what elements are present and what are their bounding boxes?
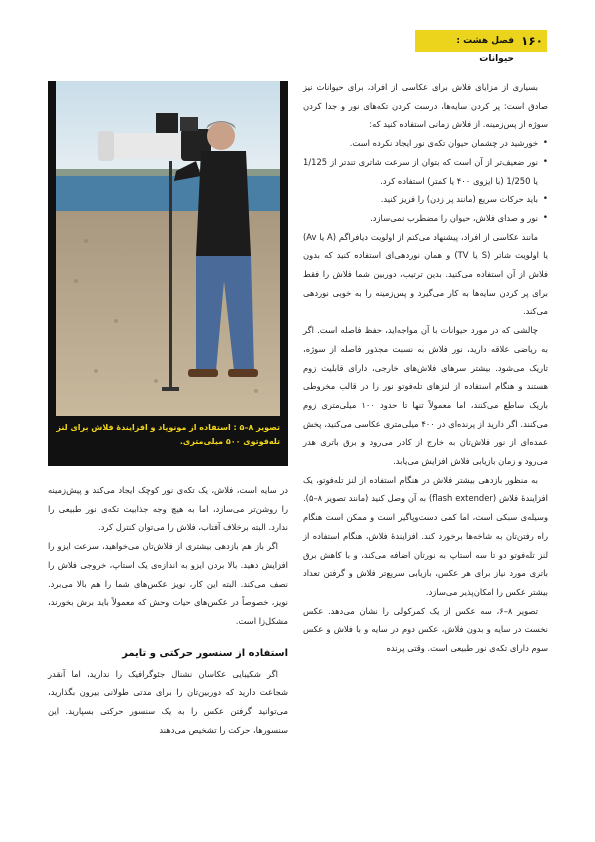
bullet-dot-icon: • <box>542 156 548 167</box>
bullet-item <box>303 209 548 228</box>
bullet-item <box>303 134 548 153</box>
bullet-text: نور ضعیف‌تر از آن است که بتوان از سرعت شاتری تندتر از 1/125 یا 1/250 (با ایزوی ۴۰۰ یا کمتر) استفاده کرد. <box>303 156 538 186</box>
photographer-illustration <box>56 81 280 416</box>
bullet-text: خورشید در چشمان حیوان تکه‌ی نور ایجاد نکرده است. <box>349 138 538 149</box>
bullet-text: باید حرکات سریع (مانند پر زدن) را فریز کنید. <box>380 194 538 205</box>
paragraph: اگر باز هم بازدهی بیشتری از فلاش‌تان می‌خواهید، سرعت ایزو را افزایش دهید. بالا بردن ایزو به اندازه‌ی یک استاپ، خروجی فلاش را نصف می‌کند. البته این کار، نویز عکس‌های شما را هم بالا می‌برد. نویز، خصوصاً در عکس‌های حیات وحش که معمولاً باید برش بخورند، مشکل‌زا است. <box>48 541 288 626</box>
left-column <box>48 481 288 739</box>
figure-caption: تصویر ۸–۵ : استفاده از مونوپاد و افزایندهٔ فلاش برای لنز تله‌فوتوی ۵۰۰ میلی‌متری. <box>56 423 280 446</box>
bullet-dot-icon: • <box>542 138 548 149</box>
bullet-item <box>303 190 548 209</box>
photographer-photo <box>56 81 280 416</box>
bullet-text: نور و صدای فلاش، حیوان را مضطرب نمی‌سازد. <box>370 212 538 223</box>
paragraph: اگر شکیبایی عکاسان نشنال جئوگرافیک را ندارید، اما آنقدر شجاعت دارید که دوربین‌تان را برای مدتی طولانی بیرون بگذارید، می‌توانید گرفتن عکس را به یک سنسور حرکتی بسپارید. این سنسورها، حرکت را تشخیص می‌دهند <box>48 668 288 735</box>
paragraph: بسیاری از مزایای فلاش برای عکاسی از افراد، برای حیوانات نیز صادق است: پر کردن سایه‌ها، درست کردن تکه‌های نور و جدا کردن سوژه از پس‌زمینه. از فلاش زمانی استفاده کنید که: <box>303 82 548 130</box>
paragraph: مانند عکاسی از افراد، پیشنهاد می‌کنم از اولویت دیافراگم (A یا Av) یا اولویت شاتر (S یا TV) و همان نوردهی‌ای استفاده کنید که بدون فلاش از آن استفاده می‌کنید. بدین ترتیب، دوربین شما فلاش را فقط برای پر کردن سایه‌ها به کار می‌گیرد و پس‌زمینه را به خوبی نوردهی می‌کند. <box>303 231 548 317</box>
figure-8-5 <box>48 81 288 466</box>
right-column <box>303 78 548 658</box>
page-number: ۱۶۰ <box>521 34 543 48</box>
bullet-dot-icon: • <box>542 212 548 223</box>
section-title: استفاده از سنسور حرکتی و تایمر <box>122 647 288 659</box>
paragraph: تصویر ۸–۶، سه عکس از یک کمرکولی را نشان می‌دهد. عکس نخست در سایه و بدون فلاش، عکس دوم در سایه و با فلاش و عکس سوم دارای تکه‌ی نور طبیعی است. وقتی پرنده <box>303 605 548 654</box>
paragraph: به منظور بازدهی بیشتر فلاش در هنگام استفاده از لنز تله‌فوتو، یک افزایندهٔ فلاش (flash extender) به آن وصل کنید (مانند تصویر ۸–۵). وسیله‌ی سبکی است، اما کمی دست‌وپاگیر است و ممکن است هنگام راه رفتن‌تان به شاخه‌ها برخورد کند. افزایندهٔ فلاش، هنگام استفاده از لنز تله‌فوتو دو تا سه استاپ به نورتان اضافه می‌کند، و با کاهش برق باتری مورد نیاز برای هر عکس، بازیابی سریع‌تر فلاش و گرفتن تعداد بیشتر عکس را امکان‌پذیر می‌سازد. <box>303 474 548 597</box>
paragraph: چالشی که در مورد حیوانات با آن مواجه‌اید، حفظ فاصله است. اگر به ریاضی علاقه دارید، نور فلاش به نسبت مجذور فاصله از سوژه، تاریک می‌شود. بیشتر سرهای فلاش‌های خارجی، دارای قابلیت زوم هستند و هنگام استفاده از لنزهای تله‌فوتو نور را در قالب مخروطی باریک ساطع می‌کنند، اما معمولاً تنها تا حدود ۱۰۰ میلی‌متری زوم می‌کنند. اگر دارید از پرنده‌ای در ۴۰۰ میلی‌متری عکاسی می‌کنید، پخش عمده‌ای از نور فلاش‌تان به خارج از کادر می‌رود و برق باتری هدر می‌رود و زمان بازیابی فلاش افزایش می‌یابد. <box>303 325 548 467</box>
bullet-dot-icon: • <box>542 194 548 205</box>
chapter-title: فصل هشت : حیوانات <box>456 36 514 64</box>
paragraph: در سایه است، فلاش، یک تکه‌ی نور کوچک ایجاد می‌کند و پیش‌زمینه را روشن‌تر می‌سازد، اما به هیچ وجه جذابیت تکه‌ی نور طبیعی را ندارد. البته برخلاف آفتاب، فلاش را می‌توان کنترل کرد. <box>48 485 288 533</box>
bullet-item <box>303 153 548 190</box>
